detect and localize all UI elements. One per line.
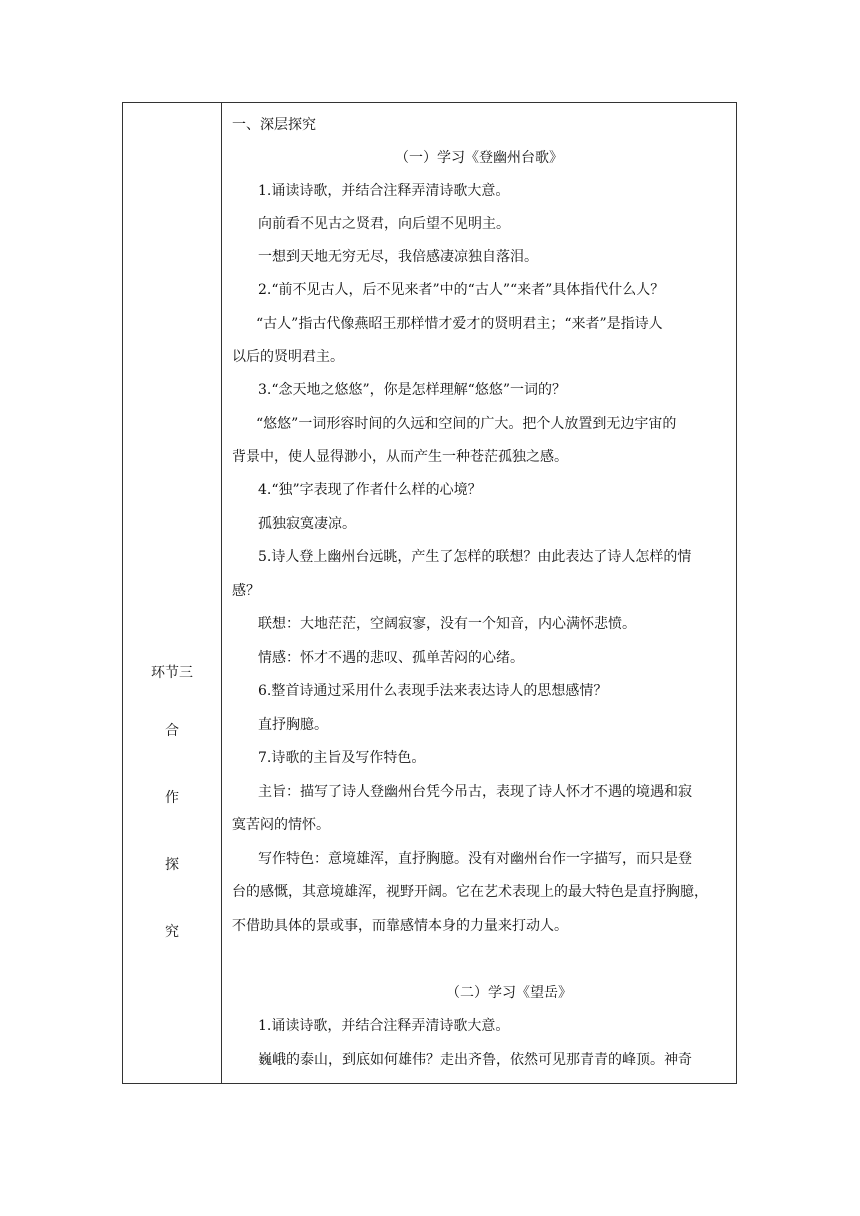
answer-line: 联想：大地茫茫，空阔寂寥，没有一个知音，内心满怀悲愤。 — [258, 616, 636, 632]
answer-line: 孤独寂寞凄凉。 — [258, 516, 356, 532]
question-4: 4.“独”字表现了作者什么样的心境？ — [258, 482, 482, 498]
question-1: 1.诵读诗歌，并结合注释弄清诗歌大意。 — [258, 183, 510, 199]
answer-line: “古人”指古代像燕昭王那样惜才爱才的贤明君主；“来者”是指诗人 — [256, 316, 663, 332]
section-heading: 一、深层探究 — [232, 117, 316, 133]
answer-line: 主旨：描写了诗人登幽州台凭今吊古，表现了诗人怀才不遇的境遇和寂 — [258, 784, 692, 800]
section-char-3: 探 — [165, 857, 179, 873]
answer-line: 不借助具体的景或事，而靠感情本身的力量来打动人。 — [232, 918, 568, 934]
part2-question-1: 1.诵读诗歌，并结合注释弄清诗歌大意。 — [258, 1018, 510, 1034]
part1-title: （一）学习《登幽州台歌》 — [395, 150, 563, 166]
question-5: 5.诗人登上幽州台远眺，产生了怎样的联想？由此表达了诗人怎样的情 — [258, 549, 692, 565]
question-2: 2.“前不见古人，后不见来者”中的“古人”“来者”具体指代什么人？ — [258, 282, 665, 298]
content-column — [222, 103, 736, 1083]
answer-line: 寞苦闷的情怀。 — [232, 817, 330, 833]
section-char-1: 合 — [165, 723, 179, 739]
answer-line: 直抒胸臆。 — [258, 717, 328, 733]
question-7: 7.诗歌的主旨及写作特色。 — [258, 750, 426, 766]
section-title: 环节三 — [151, 665, 193, 681]
question-5-cont: 感？ — [232, 583, 260, 599]
question-3: 3.“念天地之悠悠”，你是怎样理解“悠悠”一词的？ — [258, 382, 566, 398]
answer-line: 背景中，使人显得渺小，从而产生一种苍茫孤独之感。 — [232, 449, 568, 465]
section-char-2: 作 — [165, 790, 179, 806]
question-6: 6.整首诗通过采用什么表现手法来表达诗人的思想感情？ — [258, 683, 608, 699]
answer-line: 台的感慨，其意境雄浑，视野开阔。它在艺术表现上的最大特色是直抒胸臆， — [232, 884, 708, 900]
section-char-4: 究 — [165, 924, 179, 940]
answer-line: 以后的贤明君主。 — [232, 349, 344, 365]
answer-line: 一想到天地无穷无尽，我倍感凄凉独自落泪。 — [258, 249, 538, 265]
answer-line: 巍峨的泰山，到底如何雄伟？走出齐鲁，依然可见那青青的峰顶。神奇 — [258, 1052, 692, 1068]
lesson-table — [122, 102, 737, 1084]
answer-line: 向前看不见古之贤君，向后望不见明主。 — [258, 216, 510, 232]
part2-title: （二）学习《望岳》 — [446, 985, 572, 1001]
answer-line: “悠悠”一词形容时间的久远和空间的广大。把个人放置到无边宇宙的 — [256, 416, 677, 432]
answer-line: 情感：怀才不遇的悲叹、孤单苦闷的心绪。 — [258, 650, 524, 666]
answer-line: 写作特色：意境雄浑，直抒胸臆。没有对幽州台作一字描写，而只是登 — [258, 851, 692, 867]
